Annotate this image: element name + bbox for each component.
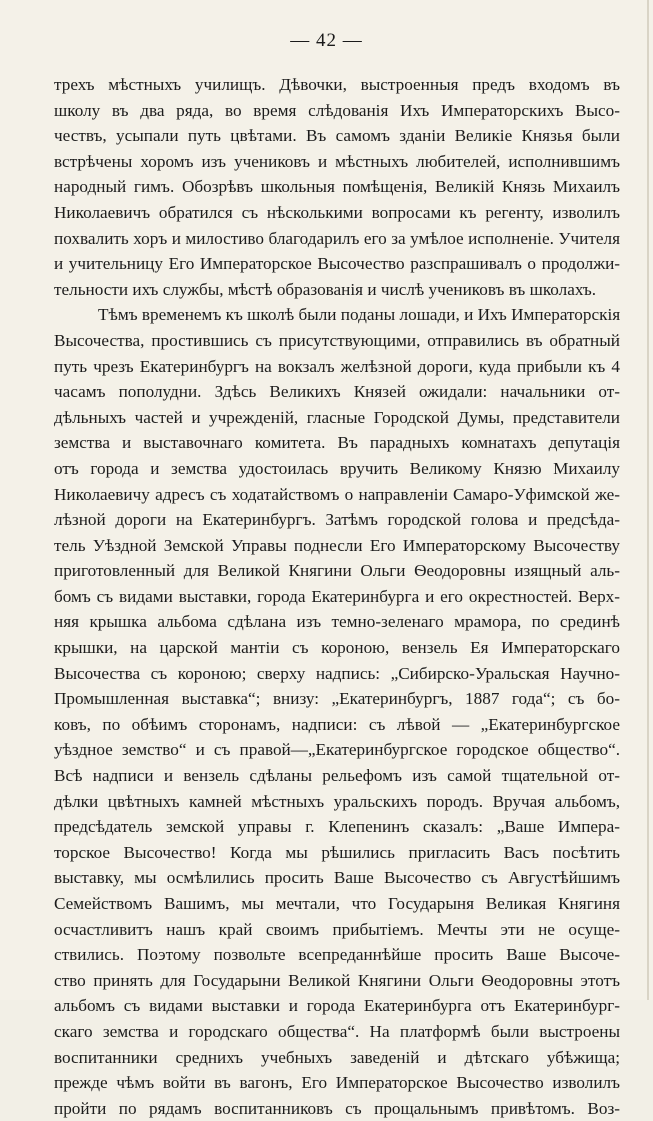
text-line: лѣзной дороги на Екатеринбургъ. Затѣмъ городской голова и предсѣда- [54, 510, 620, 530]
text-line: похвалить хоръ и милостиво благодарилъ его за умѣлое исполненіе. Учителя [54, 228, 620, 248]
text-line: дѣльныхъ частей и учрежденій, гласные Городской Думы, представители [54, 407, 620, 427]
text-line: Всѣ надписи и вензель сдѣланы рельефомъ изъ самой тщательной от- [54, 766, 620, 786]
text-line: ство принять для Государыни Великой Княгини Ольги Ѳеодоровны этотъ [54, 970, 620, 990]
body-text [54, 72, 620, 1121]
text-line: и учительницу Его Императорское Высочество разспрашивалъ о продолжи- [54, 254, 620, 274]
text-line: Высочества, простившись съ присутствующими, отправились въ обратный [54, 330, 620, 350]
text-line: тельности ихъ службы, мѣстѣ образованія и числѣ учениковъ въ школахъ. [54, 279, 597, 299]
text-line: народный гимъ. Обозрѣвъ школьныя помѣщенія, Великій Князь Михаилъ [54, 177, 620, 197]
text-line: Промышленная выставка“; внизу: „Екатеринбургъ, 1887 года“; съ бо- [54, 689, 620, 709]
text-line: тель Уѣздной Земской Управы поднесли Его Императорскому Высочеству [54, 535, 620, 555]
text-line: ковъ, по обѣимъ сторонамъ, надписи: съ лѣвой — „Екатеринбургское [54, 714, 620, 734]
text-line: часамъ пополудни. Здѣсь Великихъ Князей ожидали: начальники от- [54, 382, 620, 402]
text-line: выставку, мы осмѣлились просить Ваше Высочество съ Августѣйшимъ [54, 868, 620, 888]
text-line: бомъ съ видами выставки, города Екатеринбурга и его окрестностей. Верх- [54, 586, 620, 606]
text-line: торское Высочество! Когда мы рѣшились пригласить Васъ посѣтить [54, 842, 620, 862]
page-number: — 42 — [290, 30, 363, 51]
text-line: школу въ два ряда, во время слѣдованія Ихъ Императорскихъ Высо- [54, 100, 620, 120]
text-line: няя крышка альбома сдѣлана изъ темно-зеленаго мрамора, по срединѣ [54, 612, 620, 632]
text-line: отъ города и земства удостоилась вручить Великому Князю Михаилу [54, 458, 620, 478]
text-line: Николаевичъ обратился съ нѣсколькими вопросами къ регенту, изволилъ [54, 202, 620, 222]
text-line: пройти по рядамъ воспитанниковъ съ прощальнымъ привѣтомъ. Воз- [54, 1098, 620, 1118]
text-line: путь чрезъ Екатеринбургъ на вокзалъ желѣзной дороги, куда прибыли къ 4 [54, 356, 620, 376]
text-line: альбомъ съ видами выставки и города Екатеринбурга отъ Екатеринбург- [54, 996, 620, 1016]
text-line: воспитанники среднихъ учебныхъ заведеній и дѣтскаго убѣжища; [54, 1047, 620, 1067]
text-line: уѣздное земство“ и съ правой—„Екатеринбургское городское общество“. [54, 740, 620, 760]
page-edge-shadow [647, 0, 649, 1000]
text-line: скаго земства и городскаго общества“. На платформѣ были выстроены [54, 1021, 620, 1041]
text-line: встрѣчены хоромъ изъ учениковъ и мѣстныхъ любителей, исполнившимъ [54, 151, 620, 171]
text-line: ствились. Поэтому позвольте всепреданнѣйше просить Ваше Высоче- [54, 945, 620, 965]
text-line: Высочества съ короною; сверху надпись: „Сибирско-Уральская Научно- [54, 663, 620, 683]
text-line: земства и выставочнаго комитета. Въ парадныхъ комнатахъ депутація [54, 433, 620, 453]
text-line: трехъ мѣстныхъ училищъ. Дѣвочки, выстроенныя предъ входомъ въ [54, 75, 620, 94]
text-line: чествъ, усыпали путь цвѣтами. Въ самомъ зданіи Великіе Князья были [54, 126, 620, 146]
text-line: Николаевичу адресъ съ ходатайствомъ о направленіи Самаро-Уфимской же- [54, 484, 620, 504]
text-line: прежде чѣмъ войти въ вагонъ, Его Императорское Высочество изволилъ [54, 1073, 620, 1093]
text-line: дѣлки цвѣтныхъ камней мѣстныхъ уральскихъ породъ. Вручая альбомъ, [54, 791, 620, 811]
text-line: крышки, на царской мантіи съ короною, вензель Ея Императорскаго [54, 638, 620, 658]
text-line: Тѣмъ временемъ къ школѣ были поданы лошади, и Ихъ Императорскія [98, 305, 620, 325]
text-line: Семействомъ Вашимъ, мы мечтали, что Государыня Великая Княгиня [54, 894, 620, 913]
text-line: приготовленный для Великой Княгини Ольги Ѳеодоровны изящный аль- [54, 561, 620, 581]
text-line: предсѣдатель земской управы г. Клепенинъ сказалъ: „Ваше Импера- [54, 817, 620, 837]
text-line: осчастливитъ нашъ край своимъ прибытіемъ. Мечты эти не осуще- [54, 919, 620, 939]
